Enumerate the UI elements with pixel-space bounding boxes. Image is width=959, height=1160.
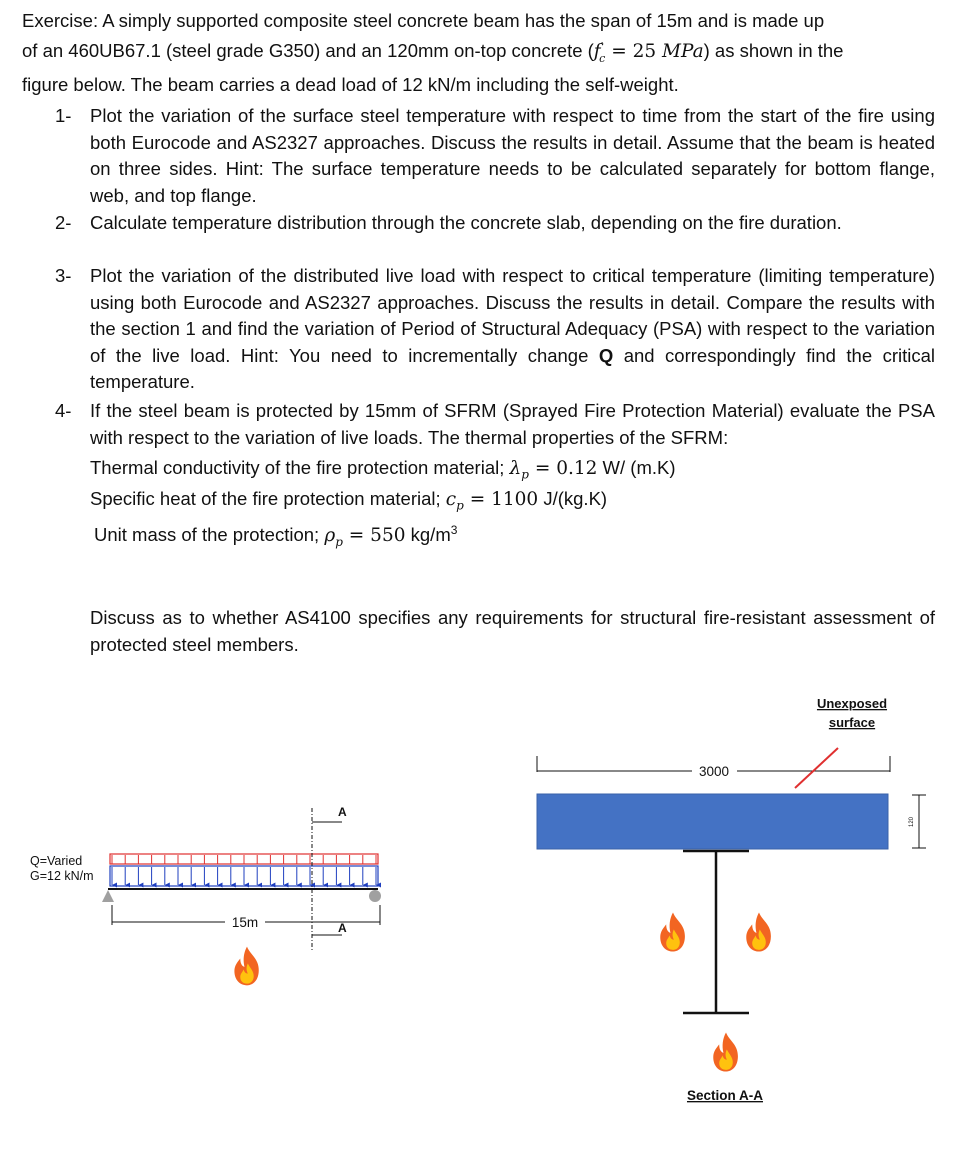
property-unit: W/ (m.K) — [597, 457, 676, 478]
property-subscript: p — [456, 498, 464, 513]
pin-support — [102, 890, 114, 902]
property-unit: kg/m — [405, 524, 451, 546]
task-number-4: 4- — [55, 400, 72, 421]
task-number-2: 2- — [55, 212, 72, 233]
beam-elevation — [30, 805, 381, 985]
property-unit: J/(kg.K) — [538, 488, 608, 509]
fc-subscript: c — [599, 51, 606, 65]
concrete-slab — [537, 794, 888, 849]
intro-line-2b: ) as shown in the — [703, 40, 844, 62]
task-4-text: If the steel beam is protected by 15mm of SFRM (Sprayed Fire Protection Material) evaluate the PSA with respect to the variation of live loads. The thermal properties of the SFRM: — [90, 400, 935, 448]
property-label: Unit mass of the protection; — [94, 524, 325, 546]
load-q-label: Q=Varied — [30, 854, 83, 868]
intro-line-3: figure below. The beam carries a dead load of 12 kN/m including the self-weight. — [22, 73, 679, 95]
property-value: = 550 — [342, 525, 406, 547]
property-unit-superscript: 3 — [450, 523, 458, 537]
width-label: 3000 — [698, 764, 730, 779]
unexposed-label-2: surface — [828, 715, 876, 730]
section-mark-top: A — [338, 805, 347, 819]
task-3-text-b: and correspondingly find the critical temperature. — [90, 344, 936, 392]
task-2-text: Calculate temperature distribution through the concrete slab, depending on the fire duration. — [90, 212, 842, 233]
section-mark-bottom: A — [338, 921, 347, 935]
intro-line-2a: of an 460UB67.1 (steel grade G350) and an 120mm on-top concrete ( — [22, 40, 594, 62]
fc-unit: MPa — [662, 41, 704, 63]
fire-icon-left — [660, 912, 685, 951]
task-3-text-a: Plot the variation of the distributed live load with respect to critical temperature (limiting temperature) using both Eurocode and AS2327 approaches. Discuss the results in detail. Compare the results with the section 1 and find the variation of Period of Structural Adequacy (PSA) with respect to the variation of the live load. Hint: You need to incrementally change — [90, 265, 935, 366]
fire-icon-bottom — [713, 1032, 738, 1071]
load-g-label: G=12 kN/m — [30, 869, 94, 883]
property-value: = 1100 — [463, 489, 539, 510]
unexposed-label-1: Unexposed — [816, 696, 888, 711]
property-label: Thermal conductivity of the fire protection material; — [90, 457, 510, 478]
task-3-bold-q: Q — [598, 344, 614, 366]
load-arrows — [112, 855, 376, 885]
task-1-text: Plot the variation of the surface steel temperature with respect to time from the start of the fire using both Eurocode and AS2327 approaches. Discuss the results in detail. Assume that the beam is heated on three sides. Hint: The surface temperature needs to be calculated separately for bottom flange, web, and top flange. — [90, 105, 935, 206]
fc-prime: ′ — [600, 40, 604, 53]
property-label: Specific heat of the fire protection material; — [90, 488, 446, 509]
task-number-1: 1- — [55, 105, 72, 126]
span-label: 15m — [231, 915, 259, 930]
property-symbol: c — [445, 489, 457, 510]
property-value: = 0.12 — [528, 458, 598, 479]
fc-letter: f — [593, 41, 601, 63]
fire-icon-right — [746, 912, 771, 951]
fire-icon — [234, 947, 258, 986]
intro-line-1: Exercise: A simply supported composite steel concrete beam has the span of 15m and is made up — [22, 10, 825, 31]
property-subscript: p — [521, 467, 529, 482]
roller-support — [369, 890, 381, 902]
slab-thickness-label: 120 — [909, 816, 915, 828]
fc-value: = 25 — [605, 41, 663, 63]
property-symbol: λ — [509, 458, 522, 479]
property-subscript: p — [335, 534, 343, 549]
task-number-3: 3- — [55, 265, 72, 286]
section-a-a — [537, 696, 926, 1103]
property-symbol: ρ — [324, 525, 336, 547]
unexposed-pointer-icon — [795, 748, 838, 788]
section-title: Section A-A — [686, 1088, 764, 1103]
discussion-paragraph: Discuss as to whether AS4100 specifies any requirements for structural fire-resistant assessment of protected steel members. — [90, 607, 935, 655]
